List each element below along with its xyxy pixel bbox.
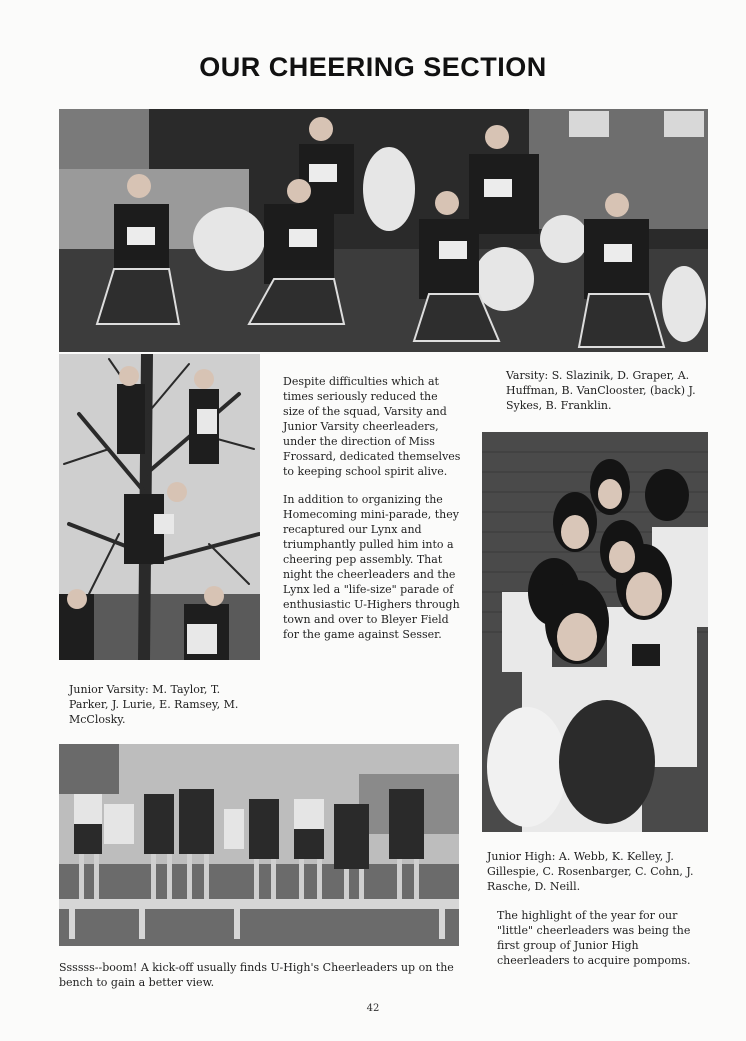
highlight-caption: The highlight of the year for our "little" cheerleaders was being the first group of Junior High cheerleaders to acquire pompoms. [497, 909, 691, 967]
bench-cheerleaders-photo [59, 744, 459, 946]
body-paragraph-1: Despite difficulties which at times seriously reduced the size of the squad, Varsity and Junior Varsity cheerleaders, under the direction of Miss Frossard, dedicated themselves to keeping school spirit alive. [283, 375, 461, 478]
junior-varsity-tree-photo [59, 354, 260, 660]
junior-high-photo [482, 432, 708, 832]
junior-high-caption: Junior High: A. Webb, K. Kelley, J. Gillespie, C. Rosenbarger, C. Cohn, J. Rasche, D. Neill. [487, 850, 694, 893]
bench-caption: Ssssss--boom! A kick-off usually finds U-High's Cheerleaders up on the bench to gain a better view. [59, 961, 454, 989]
page-number: 42 [366, 1003, 380, 1014]
page-title: OUR CHEERING SECTION [199, 52, 547, 82]
varsity-photo [59, 109, 708, 352]
varsity-caption: Varsity: S. Slazinik, D. Graper, A. Huffman, B. VanClooster, (back) J. Sykes, B. Franklin. [506, 369, 696, 412]
body-text [283, 374, 461, 655]
body-paragraph-2: In addition to organizing the Homecoming mini-parade, they recaptured our Lynx and triumphantly pulled him into a cheering pep assembly. That night the cheerleaders and the Lynx led a "life-size" parade of enthusiastic U-Highers through town and over to Bleyer Field for the game against Sesser. [283, 493, 460, 641]
junior-varsity-caption: Junior Varsity: M. Taylor, T. Parker, J. Lurie, E. Ramsey, M. McClosky. [69, 683, 239, 726]
